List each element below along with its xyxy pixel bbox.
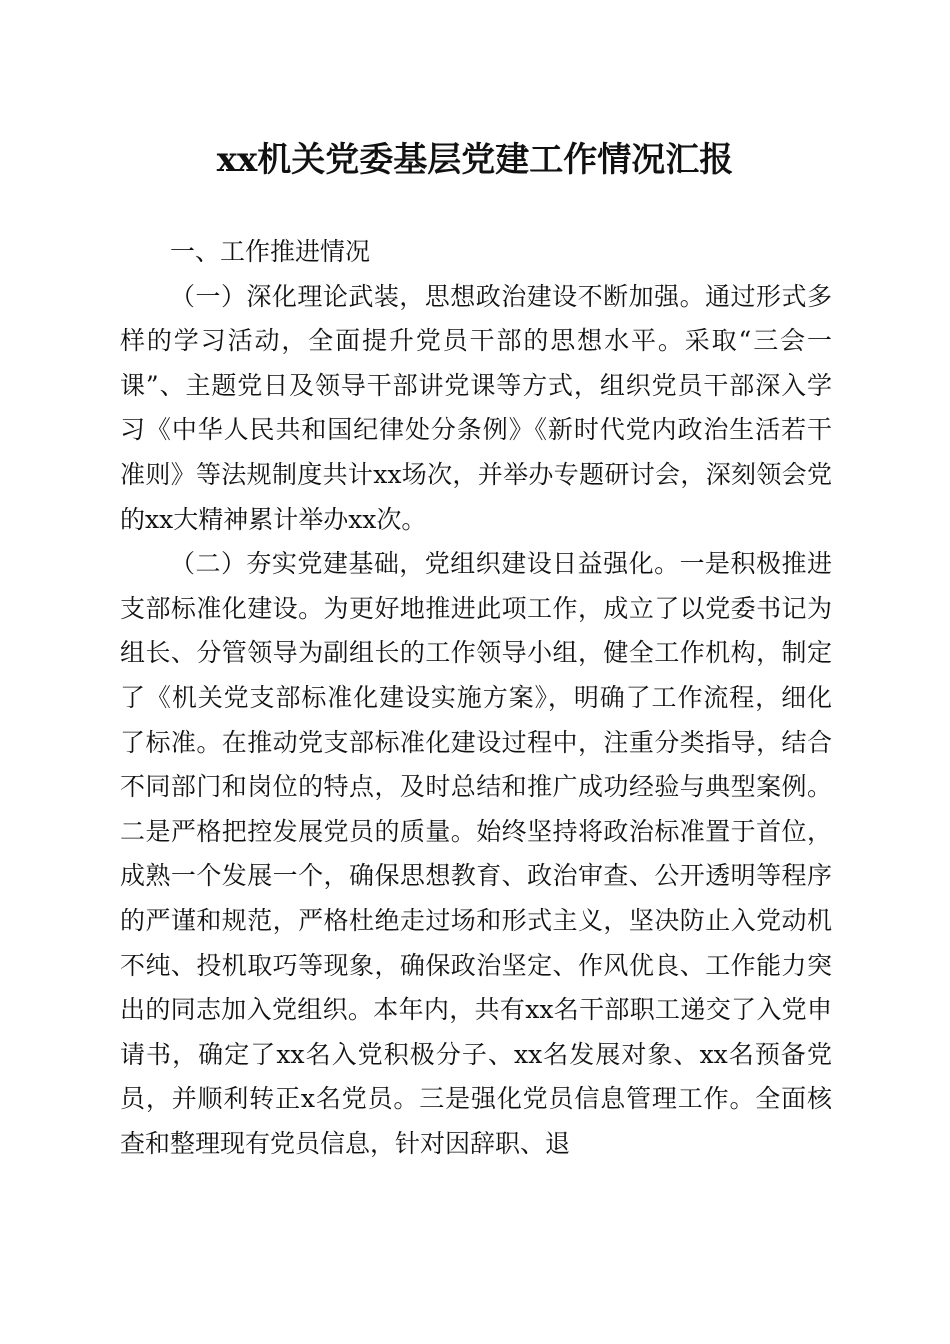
paragraph-1-lead: （一）深化理论武装，思想政治建设不断加强。 <box>170 281 706 311</box>
document-title: xx机关党委基层党建工作情况汇报 <box>216 140 734 180</box>
paragraph-2-lead: （二）夯实党建基础，党组织建设日益强化。 <box>170 549 680 579</box>
section-heading: 一、工作推进情况 <box>170 237 371 266</box>
paragraph-2 <box>120 542 832 1166</box>
document-body <box>120 230 832 1166</box>
paragraph-2-text: 一是积极推进支部标准化建设。为更好地推进此项工作，成立了以党委书记为组长、分管领导为副组长的工作领导小组，健全工作机构，制定了《机关党支部标准化建设实施方案》，明确了工作流程，细化了标准。在推动党支部标准化建设过程中，注重分类指导，结合不同部门和岗位的特点，及时总结和推广成功经验与典型案例。二是严格把控发展党员的质量。始终坚持将政治标准置于首位，成熟一个发展一个，确保思想教育、政治审查、公开透明等程序的严谨和规范，严格杜绝走过场和形式主义，坚决防止入党动机不纯、投机取巧等现象，确保政治坚定、作风优良、工作能力突出的同志加入党组织。本年内，共有xx名干部职工递交了入党申请书，确定了xx名入党积极分子、xx名发展对象、xx名预备党员，并顺利转正x名党员。三是强化党员信息管理工作。全面核查和整理现有党员信息，针对因辞职、退 <box>120 549 832 1158</box>
paragraph-1-text: 通过形式多样的学习活动，全面提升党员干部的思想水平。采取“三会一课”、主题党日及领导干部讲党课等方式，组织党员干部深入学习《中华人民共和国纪律处分条例》《新时代党内政治生活若干准则》等法规制度共计xx场次，并举办专题研讨会，深刻领会党的xx大精神累计举办xx次。 <box>120 281 832 534</box>
paragraph-1 <box>120 275 832 543</box>
